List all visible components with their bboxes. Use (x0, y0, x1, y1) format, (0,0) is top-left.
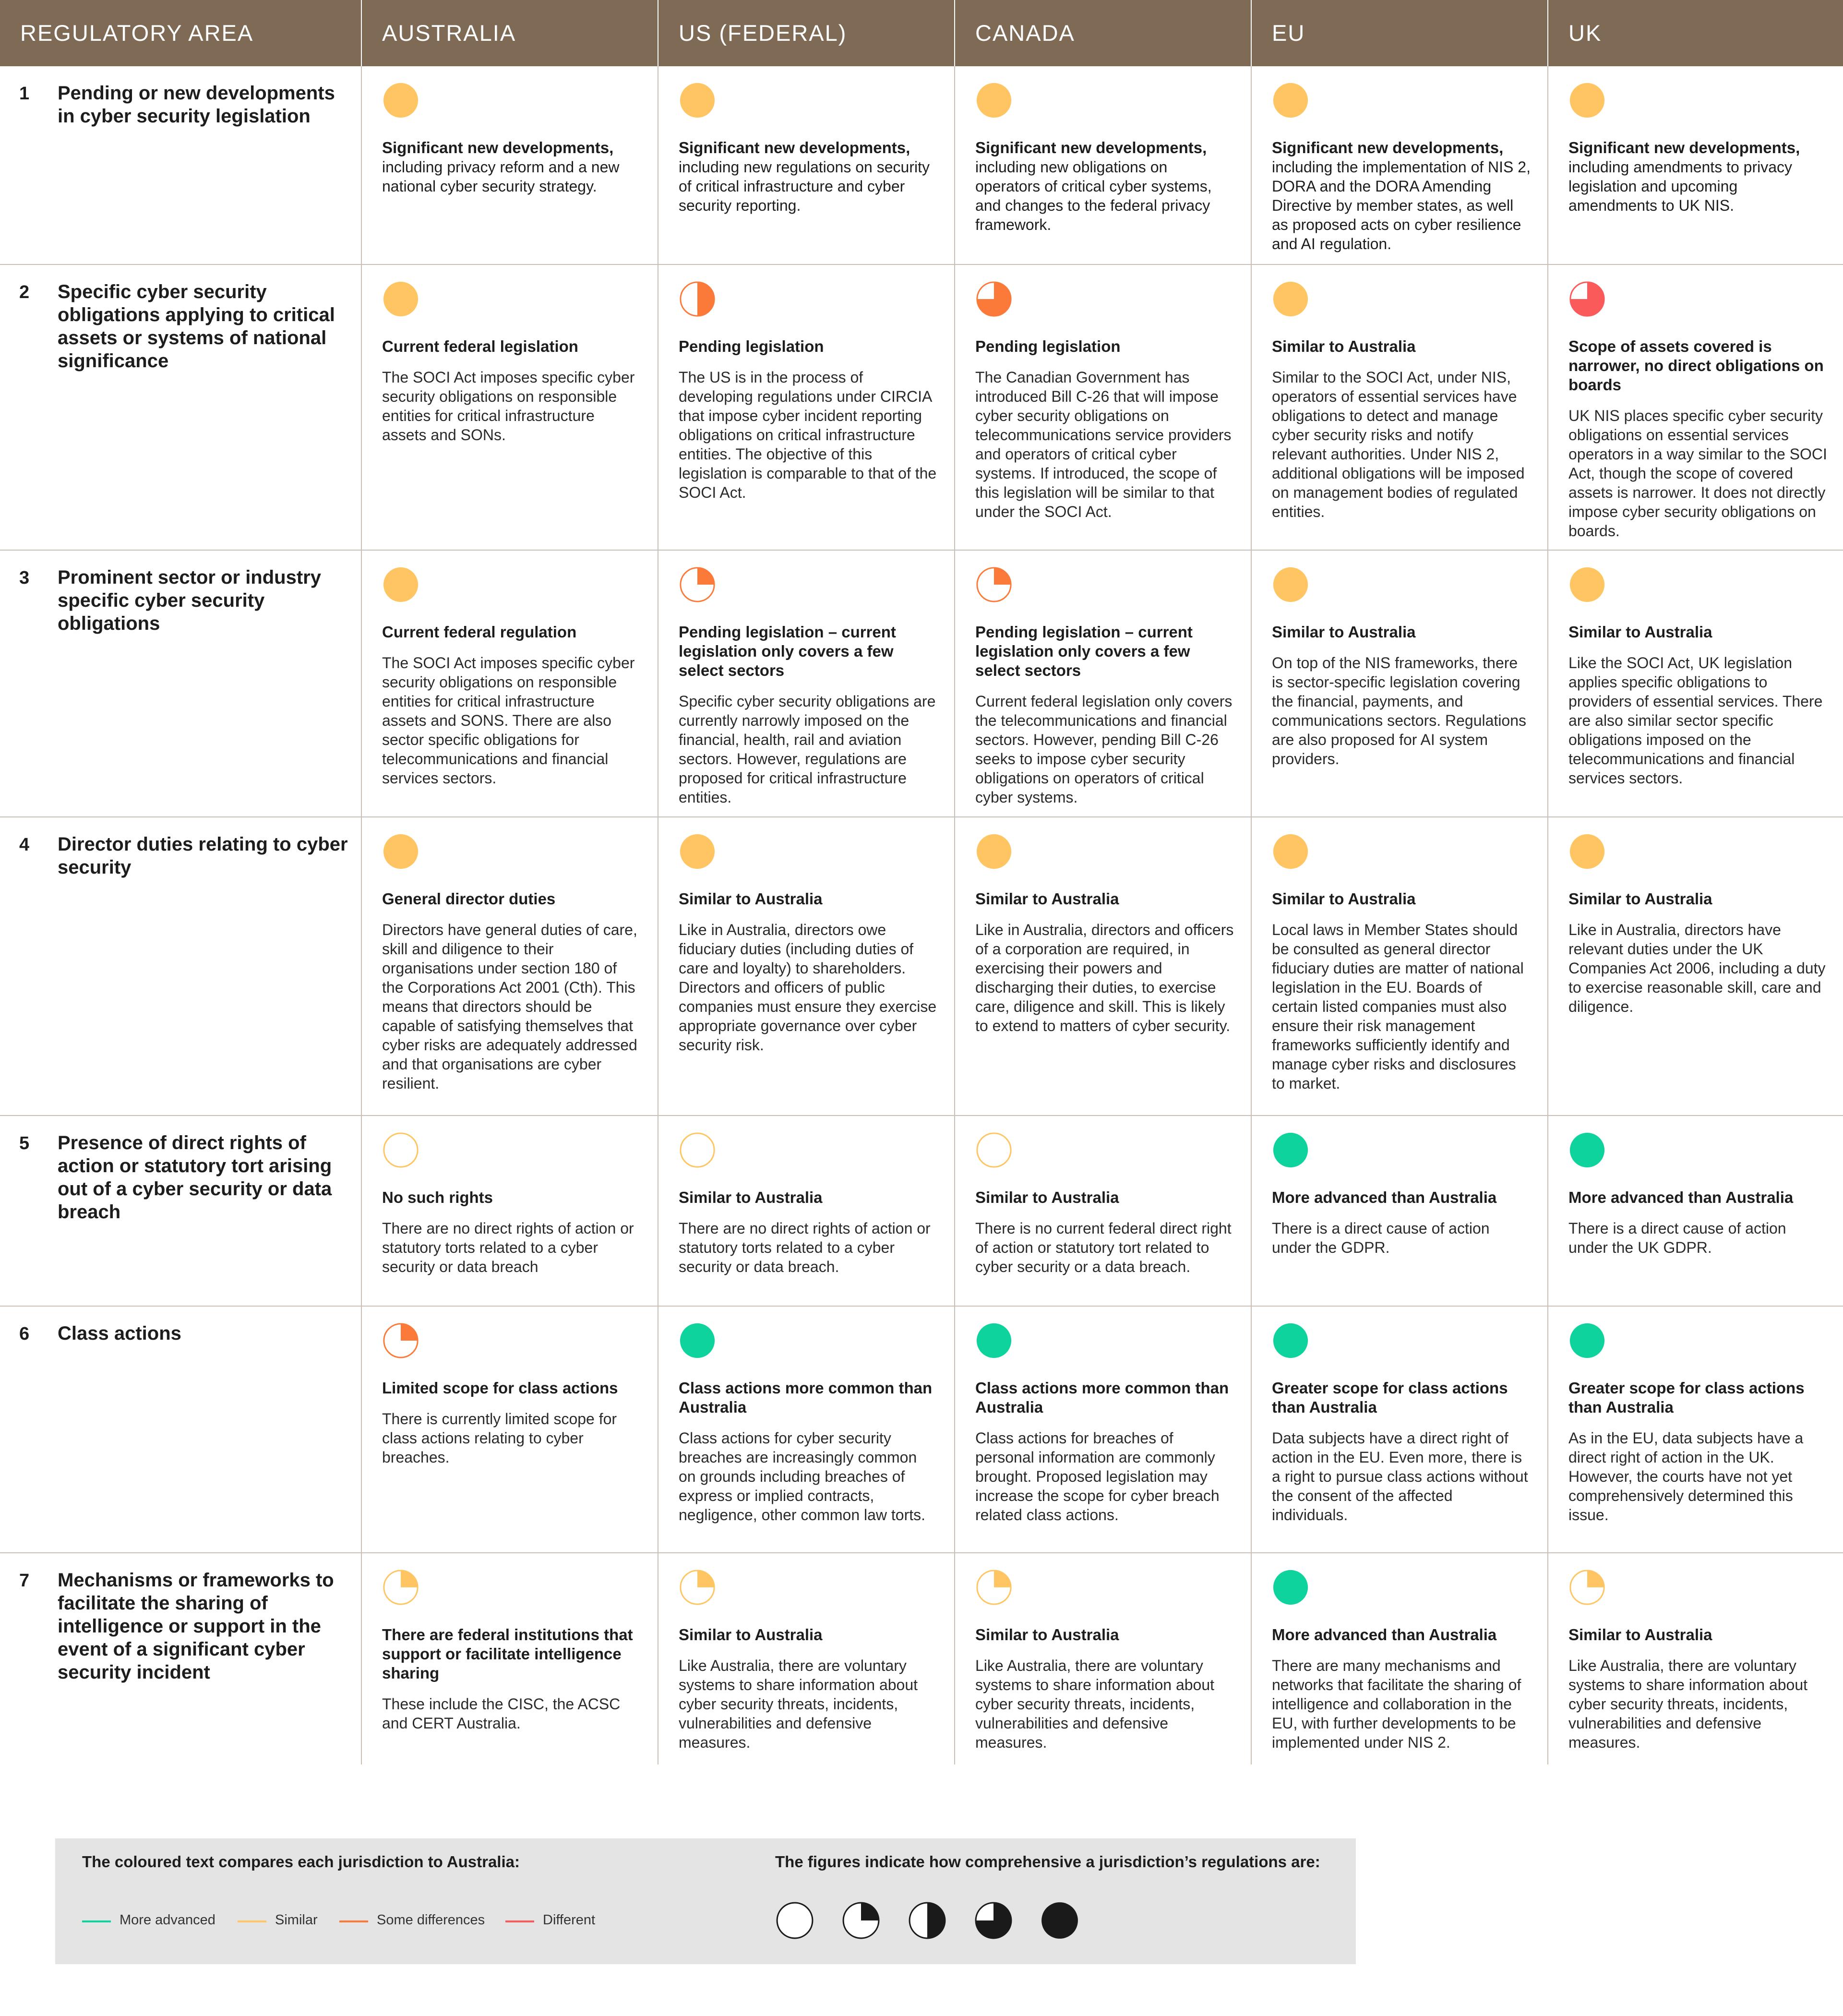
full-circle-icon (975, 82, 1013, 119)
empty-circle-icon (679, 1131, 716, 1169)
cell-heading: Current federal legislation (382, 337, 578, 355)
cell-heading: Class actions more common than Australia (975, 1379, 1229, 1416)
table-row (0, 817, 1843, 1116)
full-circle-icon (1272, 1322, 1309, 1359)
cell-body: UK NIS places specific cyber security obligations on essential services operators in a way similar to the SOCI Act, though the scope of covered assets is narrower. It does not directly impose cyber security obligations on boards. (1568, 407, 1827, 540)
regulatory-area-title: Pending or new developments in cyber security legislation (58, 83, 335, 127)
jurisdiction-cell (954, 1307, 1251, 1552)
row-number: 2 (19, 282, 30, 302)
cell-title (1568, 889, 1828, 1016)
cell-heading: Significant new developments, (975, 139, 1207, 156)
cell-body-inline: including privacy reform and a new national cyber security strategy. (382, 158, 620, 195)
cell-body: Current federal legislation only covers the telecommunications and financial sectors. However, pending Bill C-26 seeks to impose cyber security obligations on operators of critical cyber systems. (975, 693, 1233, 806)
cell-title (975, 889, 1234, 1035)
regulatory-area-cell (0, 1553, 361, 1764)
half-circle-icon (679, 280, 716, 318)
cell-body: Like in Australia, directors and officers of a corporation are required, in exercising their powers and discharging their duties, to exercise care, diligence and skill. This is likely to extend to matters of cyber security. (975, 921, 1234, 1034)
cell-body: Data subjects have a direct right of action in the EU. Even more, there is a right to pursue class actions without the consent of the affected individuals. (1272, 1429, 1528, 1524)
legend-color-title: The coloured text compares each jurisdiction to Australia: (82, 1853, 520, 1871)
cell-body: Class actions for cyber security breaches are increasingly common on grounds including breaches of express or implied contracts, negligence, other common law torts. (679, 1429, 926, 1524)
legend-line-similar (238, 1920, 266, 1922)
jurisdiction-cell (361, 1553, 658, 1764)
cell-title (679, 1625, 938, 1752)
jurisdiction-cell (1547, 1116, 1843, 1306)
regulatory-area-cell (0, 551, 361, 816)
cell-title (975, 1188, 1234, 1276)
cell-heading: More advanced than Australia (1272, 1188, 1497, 1206)
cell-title (1568, 138, 1828, 215)
cell-heading: Pending legislation (679, 337, 824, 355)
quarter-circle-icon (382, 1569, 419, 1606)
cell-title (1272, 889, 1531, 1093)
cell-heading: Significant new developments, (1272, 139, 1504, 156)
jurisdiction-cell (954, 265, 1251, 550)
cell-heading: More advanced than Australia (1272, 1626, 1497, 1644)
cell-heading: Similar to Australia (975, 1188, 1119, 1206)
legend-label-similar: Similar (275, 1912, 318, 1928)
full-circle-icon (1568, 1322, 1606, 1359)
header-uk: UK (1547, 0, 1843, 66)
cell-body: The SOCI Act imposes specific cyber security obligations on responsible entities for critical infrastructure assets and SONS. There are also sector specific obligations for telecommunications and financial services sectors. (382, 654, 635, 787)
cell-body: Like Australia, there are voluntary systems to share information about cyber security threats, incidents, vulnerabilities and defensive measures. (975, 1657, 1215, 1751)
full-circle-icon (1568, 833, 1606, 870)
cell-body: Class actions for breaches of personal information are commonly brought. Proposed legislation may increase the scope for cyber breach related class actions. (975, 1429, 1220, 1524)
cell-body: Specific cyber security obligations are currently narrowly imposed on the financial, health, rail and aviation sectors. However, regulations are proposed for critical infrastructure entities. (679, 693, 936, 806)
three-quarter-circle-icon (1568, 280, 1606, 318)
cell-heading: Significant new developments, (679, 139, 910, 156)
row-number: 6 (19, 1324, 30, 1344)
jurisdiction-cell (1547, 817, 1843, 1115)
cell-title (1272, 1625, 1531, 1752)
figure-three-quarter-icon (974, 1901, 1013, 1940)
jurisdiction-cell (1547, 66, 1843, 264)
jurisdiction-cell (658, 551, 954, 816)
cell-body: Like Australia, there are voluntary systems to share information about cyber security threats, incidents, vulnerabilities and defensive measures. (1568, 1657, 1808, 1751)
cell-title (1568, 1188, 1828, 1257)
cell-heading: No such rights (382, 1188, 493, 1206)
regulatory-area-title: Director duties relating to cyber security (58, 834, 348, 878)
quarter-circle-icon (975, 1569, 1013, 1606)
table-header (0, 0, 1843, 66)
cell-heading: Pending legislation (975, 337, 1121, 355)
cell-heading: Greater scope for class actions than Australia (1568, 1379, 1805, 1416)
cell-title (975, 1379, 1234, 1524)
cell-title (1272, 337, 1531, 521)
full-circle-icon (975, 833, 1013, 870)
empty-circle-icon (975, 1131, 1013, 1169)
jurisdiction-cell (361, 817, 658, 1115)
jurisdiction-cell (1251, 265, 1547, 550)
cell-heading: Pending legislation – current legislation only covers a few select sectors (975, 623, 1193, 679)
table-row (0, 551, 1843, 817)
cell-heading: General director duties (382, 890, 556, 908)
legend-label-different: Different (543, 1912, 596, 1928)
empty-circle-icon (382, 1131, 419, 1169)
row-number: 7 (19, 1571, 30, 1591)
cell-body-inline: including amendments to privacy legislation and upcoming amendments to UK NIS. (1568, 158, 1793, 214)
regulatory-area-cell (0, 1307, 361, 1552)
cell-title (382, 1625, 641, 1733)
cell-heading: Pending legislation – current legislation only covers a few select sectors (679, 623, 896, 679)
quarter-circle-icon (975, 566, 1013, 603)
jurisdiction-cell (1547, 265, 1843, 550)
header-us: US (FEDERAL) (658, 0, 954, 66)
cell-heading: Significant new developments, (1568, 139, 1800, 156)
full-circle-icon (1568, 1131, 1606, 1169)
cell-title (679, 623, 938, 807)
cell-title (975, 138, 1234, 234)
cell-body: Similar to the SOCI Act, under NIS, operators of essential services have obligations to detect and manage cyber security risks and notify relevant authorities. Under NIS 2, additional obligations will be imposed on management bodies of regulated entities. (1272, 369, 1525, 520)
cell-heading: Current federal regulation (382, 623, 577, 641)
jurisdiction-cell (954, 551, 1251, 816)
full-circle-icon (1272, 1569, 1309, 1606)
cell-title (382, 1188, 641, 1276)
full-circle-icon (975, 1322, 1013, 1359)
jurisdiction-cell (1547, 551, 1843, 816)
row-number: 1 (19, 84, 30, 104)
table-row (0, 1307, 1843, 1553)
full-circle-icon (382, 833, 419, 870)
regulatory-area-cell (0, 265, 361, 550)
quarter-circle-icon (679, 1569, 716, 1606)
full-circle-icon (382, 82, 419, 119)
regulatory-area-title: Presence of direct rights of action or statutory tort arising out of a cyber security or data breach (58, 1132, 332, 1223)
table-row (0, 1116, 1843, 1307)
row-number: 4 (19, 835, 30, 855)
cell-title (679, 1379, 938, 1524)
cell-heading: Limited scope for class actions (382, 1379, 618, 1397)
cell-body: The Canadian Government has introduced Bill C-26 that will impose cyber security obligations on telecommunications service providers and operators of critical cyber systems. If introduced, the scope of this legislation will be similar to that under the SOCI Act. (975, 369, 1232, 520)
jurisdiction-cell (1251, 66, 1547, 264)
cell-body: Like the SOCI Act, UK legislation applies specific obligations to providers of essential services. There are also similar sector specific obligations imposed on the telecommunications and financial services sectors. (1568, 654, 1823, 787)
jurisdiction-cell (658, 265, 954, 550)
jurisdiction-cell (658, 1116, 954, 1306)
jurisdiction-cell (954, 1553, 1251, 1764)
full-circle-icon (382, 566, 419, 603)
cell-heading: Similar to Australia (679, 1626, 823, 1644)
cell-title (382, 138, 641, 196)
cell-title (1272, 1188, 1531, 1257)
cell-body-inline: including new obligations on operators of critical cyber systems, and changes to the federal privacy framework. (975, 158, 1212, 233)
cell-body: Like in Australia, directors owe fiduciary duties (including duties of care and loyalty) to shareholders. Directors and officers of public companies must ensure they exercise appropriate governance over cyber security risk. (679, 921, 937, 1054)
cell-body: There is no current federal direct right of action or statutory tort related to cyber security or a data breach. (975, 1220, 1232, 1275)
cell-title (1568, 1379, 1828, 1524)
cell-body: Like Australia, there are voluntary systems to share information about cyber security threats, incidents, vulnerabilities and defensive measures. (679, 1657, 918, 1751)
figure-empty-icon (775, 1901, 814, 1940)
regulatory-area-title: Class actions (58, 1323, 181, 1344)
cell-title (975, 1625, 1234, 1752)
cell-body-inline: including new regulations on security of critical infrastructure and cyber security reporting. (679, 158, 930, 214)
cell-title (679, 138, 938, 215)
jurisdiction-cell (1251, 1116, 1547, 1306)
header-canada: CANADA (954, 0, 1251, 66)
full-circle-icon (1272, 82, 1309, 119)
cell-heading: Scope of assets covered is narrower, no direct obligations on boards (1568, 337, 1824, 394)
cell-heading: Similar to Australia (679, 1188, 823, 1206)
cell-title (1272, 623, 1531, 768)
jurisdiction-cell (361, 1116, 658, 1306)
cell-body: Local laws in Member States should be consulted as general director fiduciary duties are matter of national legislation in the EU. Boards of certain listed companies must also ensure their risk management frameworks sufficiently identify and manage cyber risks and disclosures to market. (1272, 921, 1524, 1092)
legend-label-some-differences: Some differences (377, 1912, 485, 1928)
cell-title (679, 337, 938, 502)
cell-title (1568, 337, 1828, 540)
cell-body: Like in Australia, directors have relevant duties under the UK Companies Act 2006, including a duty to exercise reasonable skill, care and diligence. (1568, 921, 1826, 1015)
legend-line-some-differences (339, 1920, 368, 1922)
cell-heading: Similar to Australia (1568, 623, 1712, 641)
full-circle-icon (679, 82, 716, 119)
cell-title (679, 889, 938, 1055)
cell-title (1568, 623, 1828, 788)
jurisdiction-cell (954, 66, 1251, 264)
full-circle-icon (1568, 82, 1606, 119)
jurisdiction-cell (658, 1553, 954, 1764)
jurisdiction-cell (658, 66, 954, 264)
cell-body: There are no direct rights of action or statutory torts related to a cyber security or data breach. (679, 1220, 931, 1275)
full-circle-icon (1272, 1131, 1309, 1169)
regulatory-area-title: Prominent sector or industry specific cyber security obligations (58, 567, 321, 634)
cell-heading: There are federal institutions that support or facilitate intelligence sharing (382, 1626, 633, 1682)
full-circle-icon (679, 833, 716, 870)
cell-title (382, 337, 641, 444)
jurisdiction-cell (658, 817, 954, 1115)
cell-heading: Similar to Australia (975, 1626, 1119, 1644)
cell-body: There is currently limited scope for class actions relating to cyber breaches. (382, 1410, 617, 1466)
cell-heading: Class actions more common than Australia (679, 1379, 933, 1416)
quarter-circle-icon (382, 1322, 419, 1359)
cell-title (1272, 138, 1531, 253)
jurisdiction-cell (361, 66, 658, 264)
header-australia: AUSTRALIA (361, 0, 658, 66)
table-row (0, 265, 1843, 551)
table-row (0, 66, 1843, 265)
cell-body-inline: including the implementation of NIS 2, DORA and the DORA Amending Directive by member states, as well as proposed acts on cyber resilience and AI regulation. (1272, 158, 1531, 252)
figure-full-icon (1040, 1901, 1079, 1940)
cell-heading: More advanced than Australia (1568, 1188, 1794, 1206)
cell-body: There is a direct cause of action under the UK GDPR. (1568, 1220, 1786, 1256)
cell-body: The SOCI Act imposes specific cyber security obligations on responsible entities for critical infrastructure assets and SONs. (382, 369, 635, 444)
regulatory-area-title: Mechanisms or frameworks to facilitate the sharing of intelligence or support in the event of a significant cyber security incident (58, 1570, 334, 1683)
jurisdiction-cell (1547, 1553, 1843, 1764)
full-circle-icon (679, 1322, 716, 1359)
cell-heading: Significant new developments, (382, 139, 614, 156)
cell-body: There is a direct cause of action under the GDPR. (1272, 1220, 1490, 1256)
jurisdiction-cell (1251, 1553, 1547, 1764)
cell-title (382, 1379, 641, 1467)
row-number: 5 (19, 1133, 30, 1153)
cell-heading: Similar to Australia (1272, 623, 1416, 641)
cell-title (1272, 1379, 1531, 1524)
jurisdiction-cell (361, 1307, 658, 1552)
legend (55, 1838, 1356, 1964)
cell-title (382, 623, 641, 788)
legend-line-more-advanced (82, 1920, 111, 1922)
cell-body: There are many mechanisms and networks that facilitate the sharing of intelligence and collaboration in the EU, with further developments to be implemented under NIS 2. (1272, 1657, 1521, 1751)
figure-quarter-icon (841, 1901, 881, 1940)
quarter-circle-icon (1568, 1569, 1606, 1606)
quarter-circle-icon (679, 566, 716, 603)
full-circle-icon (1568, 566, 1606, 603)
jurisdiction-cell (361, 265, 658, 550)
jurisdiction-cell (1251, 817, 1547, 1115)
cell-body: There are no direct rights of action or statutory torts related to a cyber security or data breach (382, 1220, 634, 1275)
cell-body: As in the EU, data subjects have a direct right of action in the UK. However, the courts have not yet comprehensively determined this issue. (1568, 1429, 1804, 1524)
header-eu: EU (1251, 0, 1547, 66)
table-row (0, 1553, 1843, 1764)
jurisdiction-cell (1547, 1307, 1843, 1552)
cell-title (1568, 1625, 1828, 1752)
regulatory-area-title: Specific cyber security obligations applying to critical assets or systems of national significance (58, 281, 335, 372)
cell-heading: Similar to Australia (975, 890, 1119, 908)
cell-heading: Similar to Australia (1272, 337, 1416, 355)
figure-half-icon (908, 1901, 947, 1940)
full-circle-icon (1272, 280, 1309, 318)
cell-title (975, 337, 1234, 521)
regulatory-area-cell (0, 66, 361, 264)
cell-heading: Greater scope for class actions than Australia (1272, 1379, 1508, 1416)
full-circle-icon (1272, 566, 1309, 603)
legend-line-different (505, 1920, 534, 1922)
jurisdiction-cell (954, 817, 1251, 1115)
cell-body: The US is in the process of developing regulations under CIRCIA that impose cyber incident reporting obligations on critical infrastructure entities. The objective of this legislation is comparable to that of the SOCI Act. (679, 369, 937, 501)
cell-title (679, 1188, 938, 1276)
legend-figure-title: The figures indicate how comprehensive a jurisdiction’s regulations are: (775, 1853, 1320, 1871)
cell-heading: Similar to Australia (1272, 890, 1416, 908)
full-circle-icon (1272, 833, 1309, 870)
jurisdiction-cell (1251, 551, 1547, 816)
cell-title (382, 889, 641, 1093)
three-quarter-circle-icon (975, 280, 1013, 318)
jurisdiction-cell (361, 551, 658, 816)
regulatory-area-cell (0, 817, 361, 1115)
cell-body: These include the CISC, the ACSC and CERT Australia. (382, 1695, 621, 1732)
header-regulatory-area: REGULATORY AREA (20, 20, 254, 46)
cell-heading: Similar to Australia (679, 890, 823, 908)
cell-heading: Similar to Australia (1568, 890, 1712, 908)
cell-title (975, 623, 1234, 807)
jurisdiction-cell (1251, 1307, 1547, 1552)
full-circle-icon (382, 280, 419, 318)
jurisdiction-cell (954, 1116, 1251, 1306)
cell-body: Directors have general duties of care, skill and diligence to their organisations under section 180 of the Corporations Act 2001 (Cth). This means that directors should be capable of satisfying themselves that cyber risks are adequately addressed and that organisations are cyber resilient. (382, 921, 637, 1092)
cell-heading: Similar to Australia (1568, 1626, 1712, 1644)
row-number: 3 (19, 568, 30, 588)
regulatory-area-cell (0, 1116, 361, 1306)
jurisdiction-cell (658, 1307, 954, 1552)
legend-label-more-advanced: More advanced (120, 1912, 215, 1928)
cell-body: On top of the NIS frameworks, there is sector-specific legislation covering the financial, payments, and communications sectors. Regulations are also proposed for AI system providers. (1272, 654, 1527, 768)
